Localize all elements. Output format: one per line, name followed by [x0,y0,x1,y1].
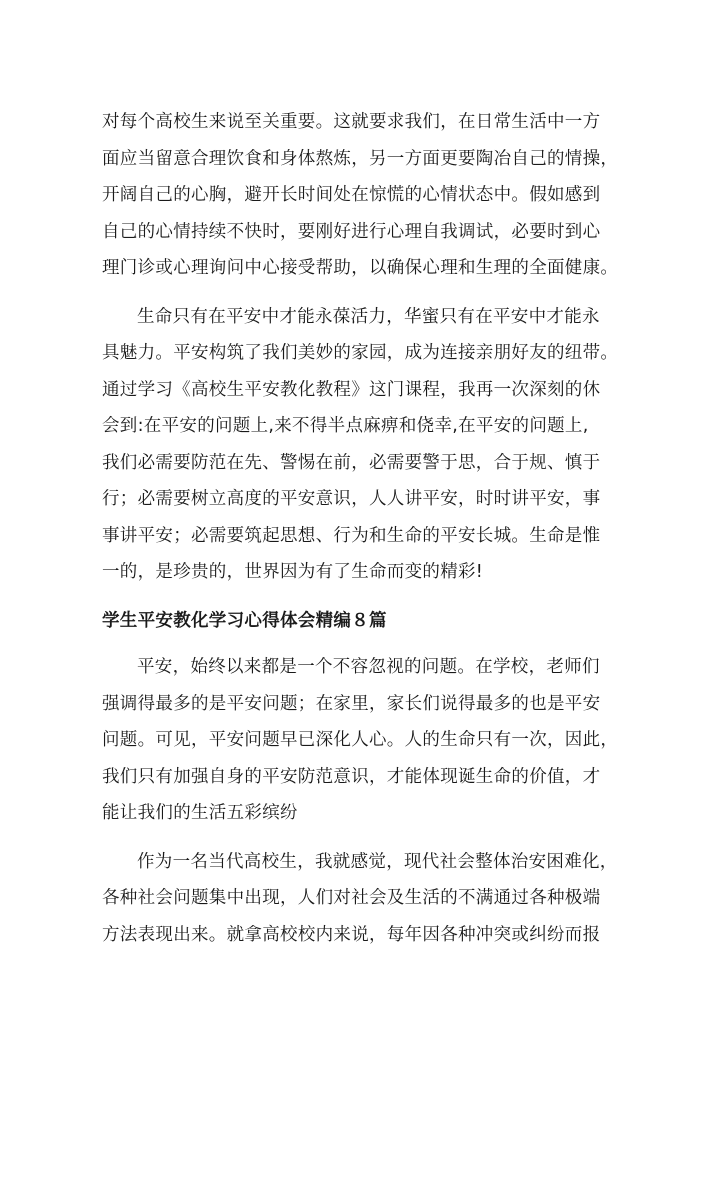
text-line: 生命只有在平安中才能永葆活力，华蜜只有在平安中才能永 [137,306,600,327]
text-line: 作为一名当代高校生，我就感觉，现代社会整体治安困难化， [137,851,618,872]
paragraph-safety-issue [102,649,622,832]
paragraph-health [102,104,622,287]
paragraph-college-student [102,844,622,954]
paragraph-life-safety [102,299,622,591]
text-line: 行；必需要树立高度的平安意识，人人讲平安，时时讲平安，事 [102,489,601,509]
text-line: 通过学习《高校生平安教化教程》这门课程，我再一次深刻的休 [102,379,601,400]
text-line: 我们只有加强自身的平安防范意识，才能体现诞生命的价值，才 [102,766,601,787]
text-line: 具魅力。平安构筑了我们美妙的家园，成为连接亲朋好友的纽带。 [102,343,619,363]
text-line: 面应当留意合理饮食和身体熬炼，另一方面更要陶冶自己的情操， [102,148,619,169]
text-line: 自己的心情持续不快时，要刚好进行心理自我调试，必要时到心 [102,221,601,242]
text-line: 一的，是珍贵的，世界因为有了生命而变的精彩! [102,562,484,582]
text-line: 会到:在平安的问题上,来不得半点麻痹和侥幸,在平安的问题上, [102,416,589,436]
section-heading: 学生平安教化学习心得体会精编８篇 [102,610,387,631]
text-line: 问题。可见，平安问题早已深化人心。人的生命只有一次，因此， [102,730,619,750]
text-line: 我们必需要防范在先、警惕在前，必需要警于思，合于规、慎于 [102,452,601,473]
document-body [102,104,622,953]
text-line: 强调得最多的是平安问题；在家里，家长们说得最多的也是平安 [102,693,601,714]
text-line: 各种社会问题集中出现，人们对社会及生活的不满通过各种极端 [102,888,601,908]
text-line: 理门诊或心理询问中心接受帮助，以确保心理和生理的全面健康。 [102,258,619,278]
text-line: 能让我们的生活五彩缤纷 [102,803,298,823]
text-line: 事讲平安；必需要筑起思想、行为和生命的平安长城。生命是惟 [102,525,601,546]
text-line: 开阔自己的心胸，避开长时间处在惊慌的心情状态中。假如感到 [102,185,601,205]
text-line: 方法表现出来。就拿高校校内来说，每年因各种冲突或纠纷而报 [102,924,601,945]
text-line: 对每个高校生来说至关重要。这就要求我们，在日常生活中一方 [102,112,601,132]
text-line: 平安，始终以来都是一个不容忽视的问题。在学校，老师们 [137,657,600,677]
